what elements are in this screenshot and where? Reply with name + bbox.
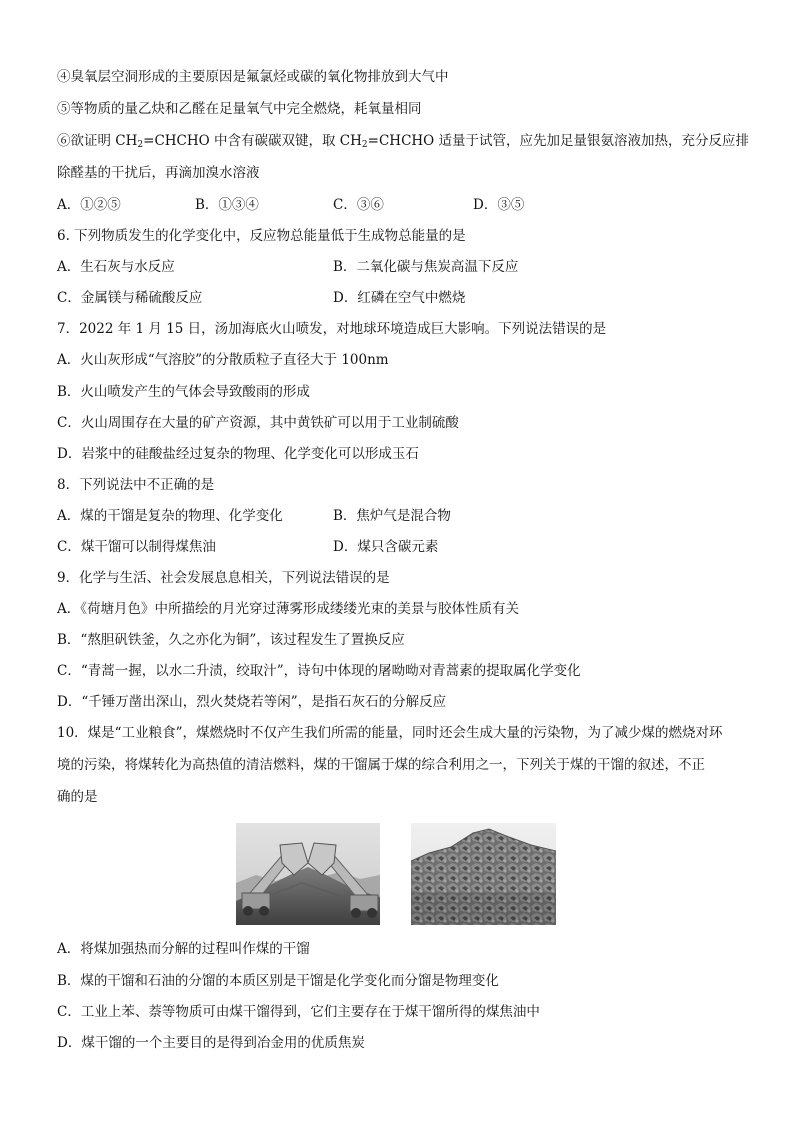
q10-stem-line2: 境的污染，将煤转化为高热值的清洁燃料，煤的干馏属于煤的综合利用之一，下列关于煤的干馏的叙述，不正 (57, 757, 705, 773)
q6-option-a[interactable]: A．生石灰与水反应 (57, 259, 175, 275)
q5-statement-6-line2: 除醛基的干扰后，再滴加溴水溶液 (57, 165, 260, 181)
q6-option-d[interactable]: D．红磷在空气中燃烧 (333, 290, 466, 306)
q9-option-c[interactable]: C．“青蒿一握，以水二升渍，绞取汁”，诗句中体现的屠呦呦对青蒿素的提取属化学变化 (57, 663, 581, 679)
q8-stem: 8．下列说法中不正确的是 (57, 477, 215, 493)
q7-stem: 7．2022 年 1 月 15 日，汤加海底火山喷发，对地球环境造成巨大影响。下列说法错误的是 (57, 321, 607, 337)
q6-option-b[interactable]: B．二氧化碳与焦炭高温下反应 (333, 259, 519, 275)
q7-option-b[interactable]: B．火山喷发产生的气体会导致酸雨的形成 (57, 384, 310, 400)
q5-statement-4: ④臭氧层空洞形成的主要原因是氟氯烃或碳的氧化物排放到大气中 (57, 69, 449, 85)
q9-option-a[interactable]: A．《荷塘月色》中所描绘的月光穿过薄雾形成缕缕光束的美景与胶体性质有关 (57, 601, 519, 617)
q10-option-c[interactable]: C．工业上苯、萘等物质可由煤干馏得到，它们主要存在于煤干馏所得的煤焦油中 (57, 1004, 540, 1020)
q7-option-a[interactable]: A．火山灰形成“气溶胶”的分散质粒子直径大于 100nm (57, 352, 389, 368)
q7-option-c[interactable]: C．火山周围存在大量的矿产资源，其中黄铁矿可以用于工业制硫酸 (57, 415, 459, 431)
coal-pile-photo (411, 823, 556, 925)
q8-option-c[interactable]: C．煤干馏可以制得煤焦油 (57, 539, 216, 555)
q5-statement-6-line1: ⑥欲证明 $CH_2=CHCHO$ 中含有碳碳双键，取 $CH_2=CHCHO$ 适量于试管，应先加足量银氨溶液加热，充分反应排 (57, 133, 750, 150)
excavator-coal-photo (236, 823, 380, 925)
q10-option-a[interactable]: A．将煤加强热而分解的过程叫作煤的干馏 (57, 941, 310, 957)
q5-option-d[interactable]: D．③⑤ (473, 197, 525, 213)
q8-option-a[interactable]: A．煤的干馏是复杂的物理、化学变化 (57, 508, 283, 524)
q6-option-c[interactable]: C．金属镁与稀硫酸反应 (57, 290, 203, 306)
q5-option-b[interactable]: B．①③④ (195, 197, 259, 213)
q10-stem-line1: 10．煤是“工业粮食”，煤燃烧时不仅产生我们所需的能量，同时还会生成大量的污染物，为了减少煤的燃烧对环 (57, 725, 723, 741)
q9-stem: 9．化学与生活、社会发展息息相关，下列说法错误的是 (57, 570, 390, 586)
q10-option-b[interactable]: B．煤的干馏和石油的分馏的本质区别是干馏是化学变化而分馏是物理变化 (57, 973, 499, 989)
q8-option-d[interactable]: D．煤只含碳元素 (333, 539, 439, 555)
q7-option-d[interactable]: D．岩浆中的硅酸盐经过复杂的物理、化学变化可以形成玉石 (57, 446, 419, 462)
q9-option-b[interactable]: B．“熬胆矾铁釜，久之亦化为铜”，该过程发生了置换反应 (57, 632, 405, 648)
q9-option-d[interactable]: D．“千锤万凿出深山，烈火焚烧若等闲”，是指石灰石的分解反应 (57, 694, 447, 710)
q5-option-c[interactable]: C．③⑥ (333, 197, 384, 213)
q5-option-a[interactable]: A．①②⑤ (57, 197, 121, 213)
q10-option-d[interactable]: D．煤干馏的一个主要目的是得到冶金用的优质焦炭 (57, 1035, 365, 1051)
q6-stem: 6. 下列物质发生的化学变化中，反应物总能量低于生成物总能量的是 (57, 228, 466, 244)
q10-stem-line3: 确的是 (57, 789, 98, 805)
q8-option-b[interactable]: B．焦炉气是混合物 (333, 508, 451, 524)
q5-statement-5: ⑤等物质的量乙炔和乙醛在足量氧气中完全燃烧，耗氧量相同 (57, 101, 422, 117)
